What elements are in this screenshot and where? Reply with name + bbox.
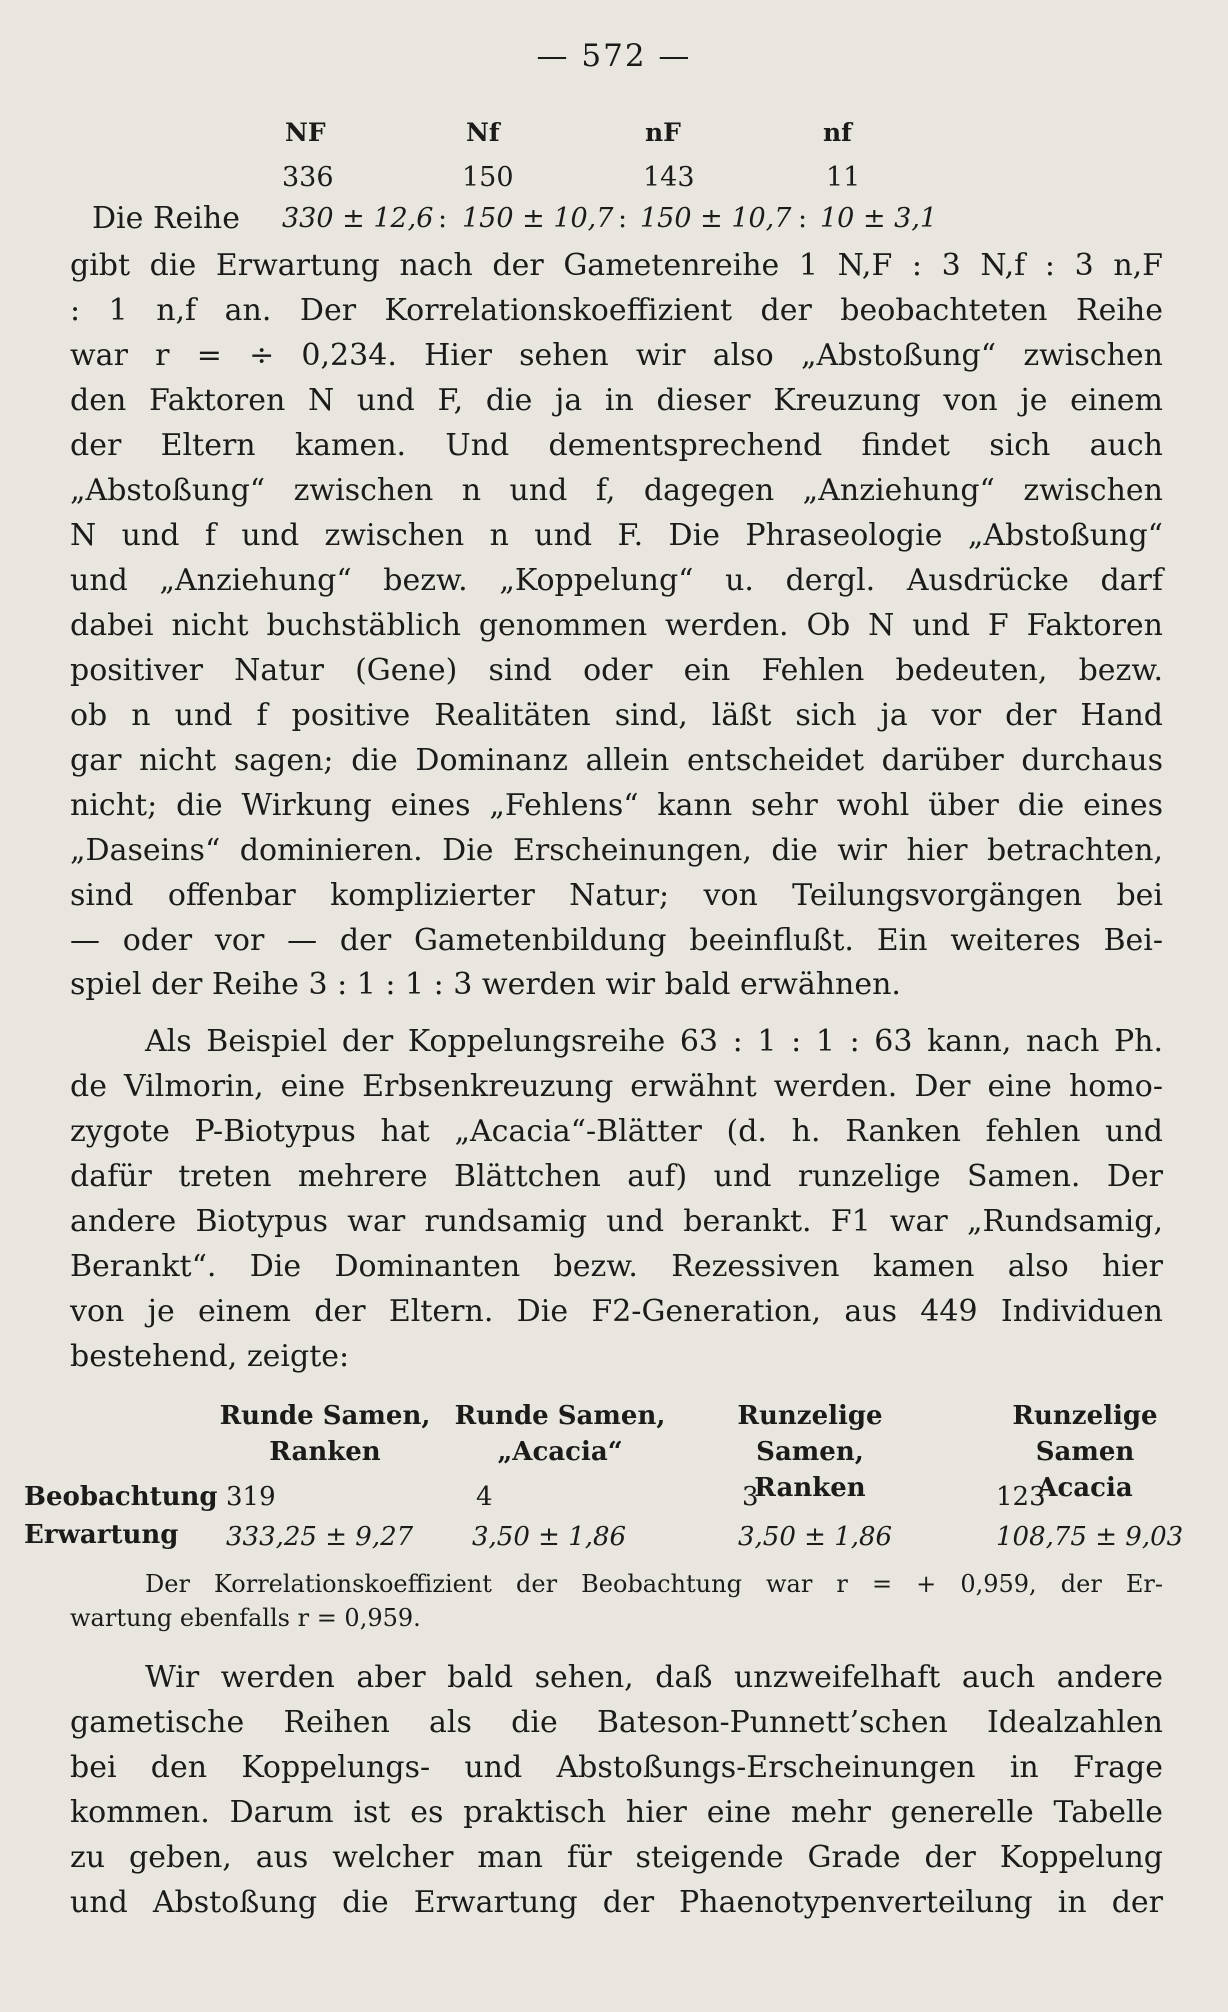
table-note-line-last: wartung ebenfalls r = 0,959. [70, 1604, 421, 1632]
expected-value: 108,75 ± 9,03 [996, 1522, 1184, 1552]
text-line: von je einem der Eltern. Die F2-Generation, aus 449 Individuen [70, 1294, 1163, 1329]
gamete-header-Nf: Nf [466, 118, 500, 147]
text-line: de Vilmorin, eine Erbsenkreuzung erwähnt werden. Der eine homo- [70, 1069, 1163, 1104]
row-label-beobachtung: Beobachtung [24, 1482, 218, 1512]
text-line: gibt die Erwartung nach der Gametenreihe 1 N,F : 3 N,f : 3 n,F [70, 248, 1163, 283]
text-line: zu geben, aus welcher man für steigende Grade der Koppelung [70, 1840, 1163, 1875]
column-header-1: Runde Samen, Ranken [219, 1401, 431, 1467]
gamete-header-nF: nF [645, 118, 681, 147]
gamete-value-nf: 11 [826, 162, 861, 193]
text-line: : 1 n,f an. Der Korrelationskoeffizient der beobachteten Reihe [70, 293, 1163, 328]
gamete-value-NF: 336 [282, 162, 334, 193]
text-line: und „Anziehung“ bezw. „Koppelung“ u. dergl. Ausdrücke darf [70, 563, 1163, 598]
text-line: den Faktoren N und F, die ja in dieser Kreuzung von je einem [70, 383, 1163, 418]
gamete-header-NF: NF [285, 118, 326, 147]
table-note-line: Der Korrelationskoeffizient der Beobachtung war r = + 0,959, der Er- [145, 1570, 1163, 1598]
text-line-last: bestehend, zeigte: [70, 1339, 350, 1374]
expected-NF: 330 ± 12,6 [282, 203, 434, 234]
expected-value: 3,50 ± 1,86 [738, 1522, 893, 1552]
text-line: „Daseins“ dominieren. Die Erscheinungen, die wir hier betrachten, [70, 833, 1163, 868]
text-line: N und f und zwischen n und F. Die Phraseologie „Abstoßung“ [70, 518, 1163, 553]
gamete-value-Nf: 150 [462, 162, 514, 193]
text-line: dabei nicht buchstäblich genommen werden. Ob N und F Faktoren [70, 608, 1163, 643]
page-number: — 572 — [536, 38, 692, 74]
observed-value: 3 [742, 1482, 759, 1512]
observed-value: 4 [476, 1482, 493, 1512]
text-line: dafür treten mehrere Blättchen auf) und runzelige Samen. Der [70, 1159, 1163, 1194]
observed-value: 123 [996, 1482, 1046, 1512]
expected-value: 3,50 ± 1,86 [472, 1522, 627, 1552]
text-line: ob n und f positive Realitäten sind, läßt sich ja vor der Hand [70, 698, 1163, 733]
text-line: Berankt“. Die Dominanten bezw. Rezessiven kamen also hier [70, 1249, 1163, 1284]
expected-nF: 150 ± 10,7 [640, 203, 792, 234]
expected-Nf: 150 ± 10,7 [462, 203, 614, 234]
column-header-3: Runzelige Samen, Ranken [737, 1401, 883, 1503]
text-line: kommen. Darum ist es praktisch hier eine mehr generelle Tabelle [70, 1795, 1163, 1830]
gamete-value-nF: 143 [643, 162, 695, 193]
text-line: der Eltern kamen. Und dementsprechend findet sich auch [70, 428, 1163, 463]
column-header-2: Runde Samen, „Acacia“ [454, 1401, 666, 1467]
text-line: gar nicht sagen; die Dominanz allein entscheidet darüber durchaus [70, 743, 1163, 778]
separator-2: : [618, 203, 628, 234]
observed-value: 319 [226, 1482, 276, 1512]
separator-3: : [798, 203, 808, 234]
text-line-indent: Wir werden aber bald sehen, daß unzweifelhaft auch andere [145, 1660, 1163, 1695]
text-line: andere Biotypus war rundsamig und berankt. F1 war „Rundsamig, [70, 1204, 1163, 1239]
expected-nf: 10 ± 3,1 [820, 203, 938, 234]
separator-1: : [438, 203, 448, 234]
gamete-header-nf: nf [823, 118, 852, 147]
text-line: sind offenbar komplizierter Natur; von Teilungsvorgängen bei [70, 878, 1163, 913]
expected-value: 333,25 ± 9,27 [226, 1522, 414, 1552]
text-line-last: spiel der Reihe 3 : 1 : 1 : 3 werden wir bald erwähnen. [70, 967, 901, 1002]
text-line: und Abstoßung die Erwartung der Phaenotypenverteilung in der [70, 1885, 1163, 1920]
row-label-erwartung: Erwartung [24, 1520, 179, 1550]
text-line: „Abstoßung“ zwischen n und f, dagegen „Anziehung“ zwischen [70, 473, 1163, 508]
row-label-die-reihe: Die Reihe [92, 201, 240, 236]
column-header-4: Runzelige Samen Acacia [1012, 1401, 1158, 1503]
text-line-indent: Als Beispiel der Koppelungsreihe 63 : 1 : 1 : 63 kann, nach Ph. [145, 1024, 1163, 1059]
text-line: zygote P-Biotypus hat „Acacia“-Blätter (d. h. Ranken fehlen und [70, 1114, 1163, 1149]
text-line: — oder vor — der Gametenbildung beeinflußt. Ein weiteres Bei- [70, 923, 1163, 958]
text-line: war r = ÷ 0,234. Hier sehen wir also „Abstoßung“ zwischen [70, 338, 1163, 373]
text-line: nicht; die Wirkung eines „Fehlens“ kann sehr wohl über die eines [70, 788, 1163, 823]
text-line: bei den Koppelungs- und Abstoßungs-Erscheinungen in Frage [70, 1750, 1163, 1785]
text-line: positiver Natur (Gene) sind oder ein Fehlen bedeuten, bezw. [70, 653, 1163, 688]
text-line: gametische Reihen als die Bateson-Punnett’schen Idealzahlen [70, 1705, 1163, 1740]
